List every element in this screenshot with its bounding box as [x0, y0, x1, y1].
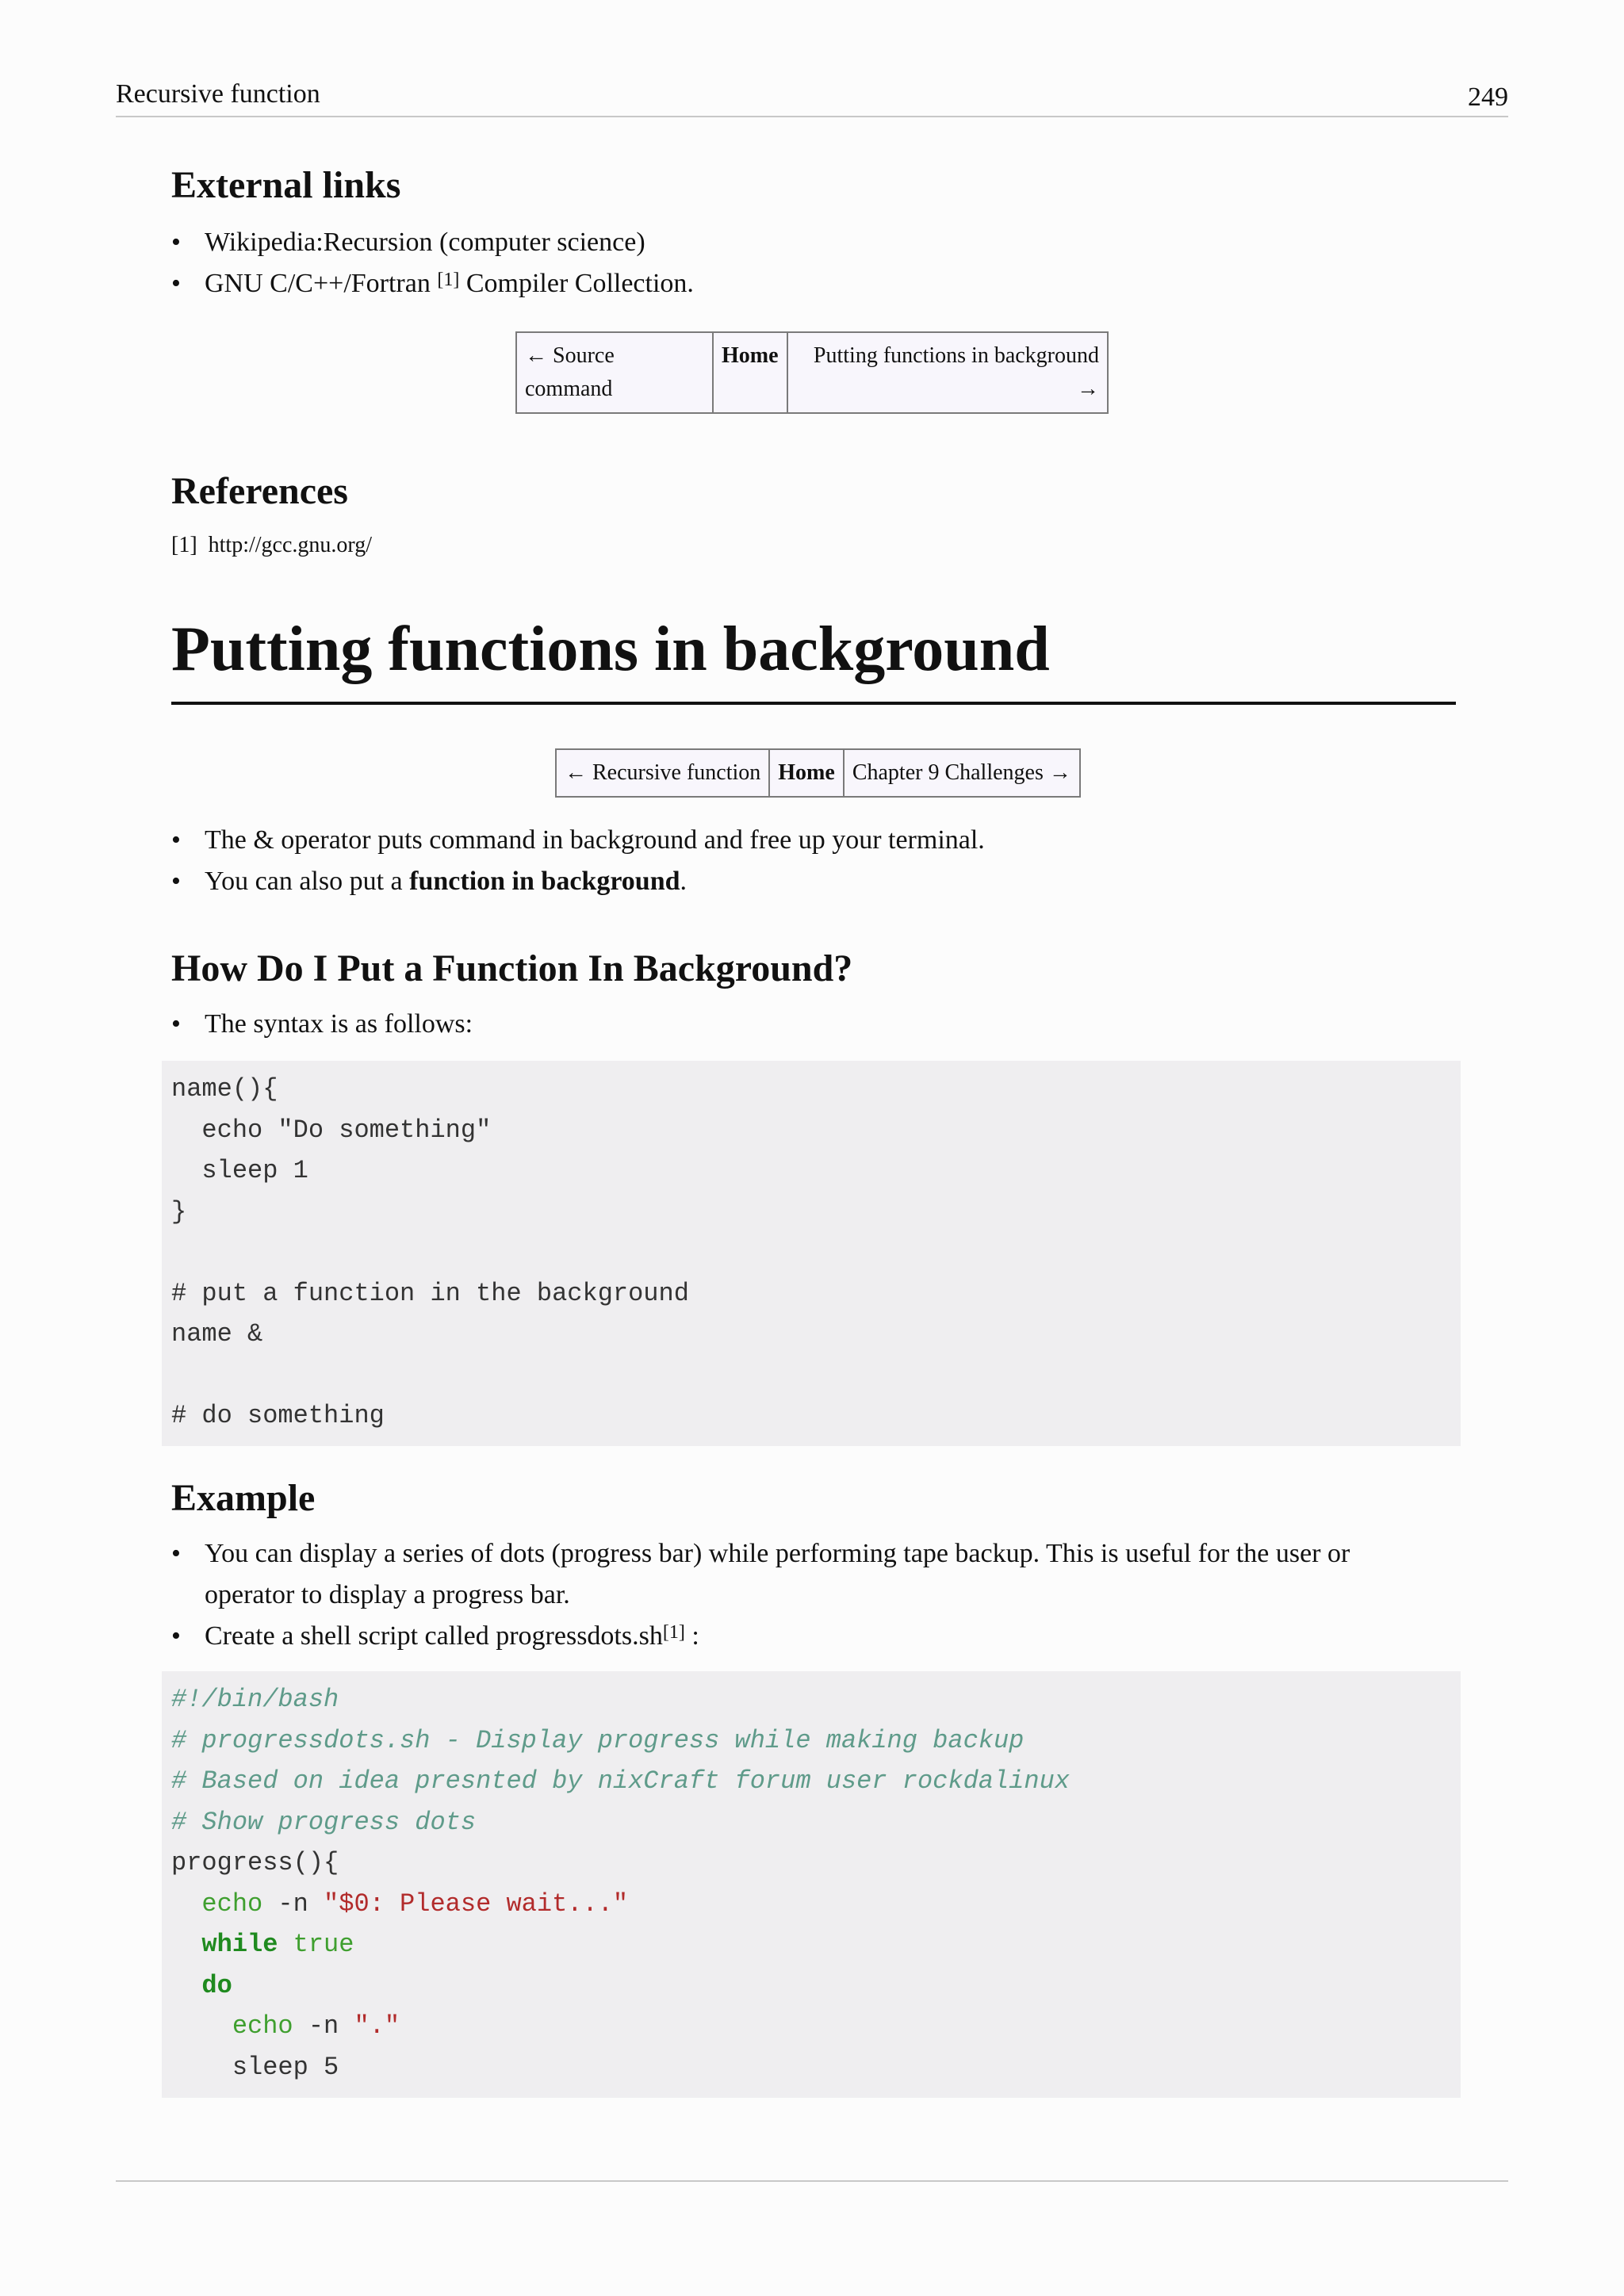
code-comment: #!/bin/bash: [171, 1685, 339, 1714]
code-line: name(){: [171, 1074, 278, 1104]
code-line: sleep 1: [171, 1156, 308, 1185]
code-line: [171, 2006, 1451, 2047]
nav-next-link[interactable]: [787, 332, 1108, 413]
list-item-text-end: :: [684, 1621, 699, 1651]
code-keyword: do: [201, 1970, 232, 2000]
code-string: ".": [354, 2011, 400, 2041]
reference-number: [1]: [171, 533, 197, 557]
code-indent: [171, 1971, 201, 2000]
list-item: [171, 861, 985, 902]
code-line: progress(){: [171, 1848, 339, 1877]
reference-marker[interactable]: [1]: [662, 1622, 685, 1643]
code-line: [171, 1884, 1451, 1925]
list-item-text: The & operator puts command in background and free up your terminal.: [205, 825, 985, 855]
link-text-suffix: Compiler Collection.: [459, 269, 694, 298]
link-text[interactable]: GNU C/C++/Fortran: [205, 269, 438, 298]
section-heading-references: References: [171, 470, 348, 512]
code-block-syntax: [162, 1061, 1461, 1446]
list-item: [171, 820, 985, 861]
list-item: [171, 1004, 473, 1045]
section-heading-external-links: External links: [171, 164, 401, 206]
bullet-glyph: •: [171, 1539, 181, 1568]
nav-previous-label: ← Source: [525, 343, 615, 368]
code-indent: [171, 1889, 201, 1919]
code-builtin: echo: [232, 2011, 293, 2041]
bullet-glyph: •: [171, 867, 181, 896]
page-number: 249: [1468, 82, 1508, 112]
code-keyword: while: [201, 1930, 278, 1959]
running-header: [116, 76, 1508, 117]
list-item-text-end: .: [680, 867, 688, 896]
list-item-text: The syntax is as follows:: [205, 1009, 473, 1039]
bullet-glyph: •: [171, 269, 181, 298]
link-text[interactable]: Wikipedia:Recursion (computer science): [205, 228, 645, 257]
nav-next-link[interactable]: Chapter 9 Challenges →: [844, 749, 1080, 797]
external-links-list: [171, 222, 694, 304]
reference-link[interactable]: http://gcc.gnu.org/: [208, 533, 373, 557]
running-title: Recursive function: [116, 79, 320, 109]
code-line: [171, 1355, 1451, 1396]
list-item-text-cont: operator to display a progress bar.: [205, 1580, 570, 1609]
code-line: [171, 1232, 1451, 1273]
code-indent: [171, 2011, 232, 2041]
code-indent: [171, 1930, 201, 1959]
section-heading-example: Example: [171, 1477, 316, 1519]
code-builtin: true: [293, 1930, 354, 1959]
code-block-progressdots: [162, 1671, 1461, 2098]
nav-next-arrow: →: [1077, 377, 1099, 401]
code-line: echo "Do something": [171, 1115, 492, 1145]
list-item-text: Create a shell script called progressdots.sh: [205, 1621, 663, 1651]
section-heading-howto: How Do I Put a Function In Background?: [171, 947, 853, 989]
nav-previous-link[interactable]: [516, 332, 713, 413]
list-item[interactable]: [171, 263, 694, 304]
code-line: [171, 1924, 1451, 1965]
list-item-text: You can also put a: [205, 867, 410, 896]
list-item[interactable]: [171, 222, 694, 263]
code-comment: # progressdots.sh - Display progress while making backup: [171, 1725, 1025, 1755]
intro-list: [171, 820, 985, 902]
code-builtin: echo: [201, 1888, 263, 1919]
bullet-glyph: •: [171, 228, 181, 257]
list-item: [171, 1616, 1350, 1657]
code-line: [171, 1965, 1451, 2007]
nav-home-link[interactable]: Home: [713, 332, 787, 413]
emphasis-text: function in background: [409, 867, 680, 896]
nav-home-link[interactable]: Home: [769, 749, 844, 797]
code-text: [278, 1930, 293, 1959]
example-list: [171, 1533, 1350, 1657]
list-item: [171, 1533, 1350, 1616]
code-string: "$0: Please wait...": [324, 1888, 629, 1919]
code-comment: # Show progress dots: [171, 1807, 477, 1837]
code-line: # put a function in the background: [171, 1278, 689, 1308]
bullet-glyph: •: [171, 1621, 181, 1651]
code-text: -n: [262, 1888, 324, 1919]
code-line: }: [171, 1196, 187, 1226]
code-line: sleep 5: [171, 2052, 339, 2082]
code-comment: # Based on idea presnted by nixCraft forum user rockdalinux: [171, 1766, 1070, 1796]
navigation-box-chapter: [555, 748, 1081, 798]
code-text: -n: [293, 2011, 354, 2041]
bullet-glyph: •: [171, 1009, 181, 1039]
code-line: # do something: [171, 1401, 385, 1430]
navigation-box-recursive: [515, 331, 1109, 414]
nav-next-label: Putting functions in background: [813, 343, 1099, 368]
reference-item: [171, 533, 372, 558]
nav-previous-label-cont: command: [525, 377, 613, 401]
title-divider: [171, 702, 1456, 705]
footer-divider: [116, 2180, 1508, 2182]
reference-marker[interactable]: [1]: [437, 270, 460, 290]
chapter-title: Putting functions in background: [171, 614, 1050, 684]
list-item-text: You can display a series of dots (progress bar) while performing tape backup. This is useful for the user or: [205, 1539, 1350, 1568]
bullet-glyph: •: [171, 825, 181, 855]
code-line: name &: [171, 1319, 263, 1349]
howto-list: [171, 1004, 473, 1045]
nav-previous-link[interactable]: ← Recursive function: [556, 749, 769, 797]
